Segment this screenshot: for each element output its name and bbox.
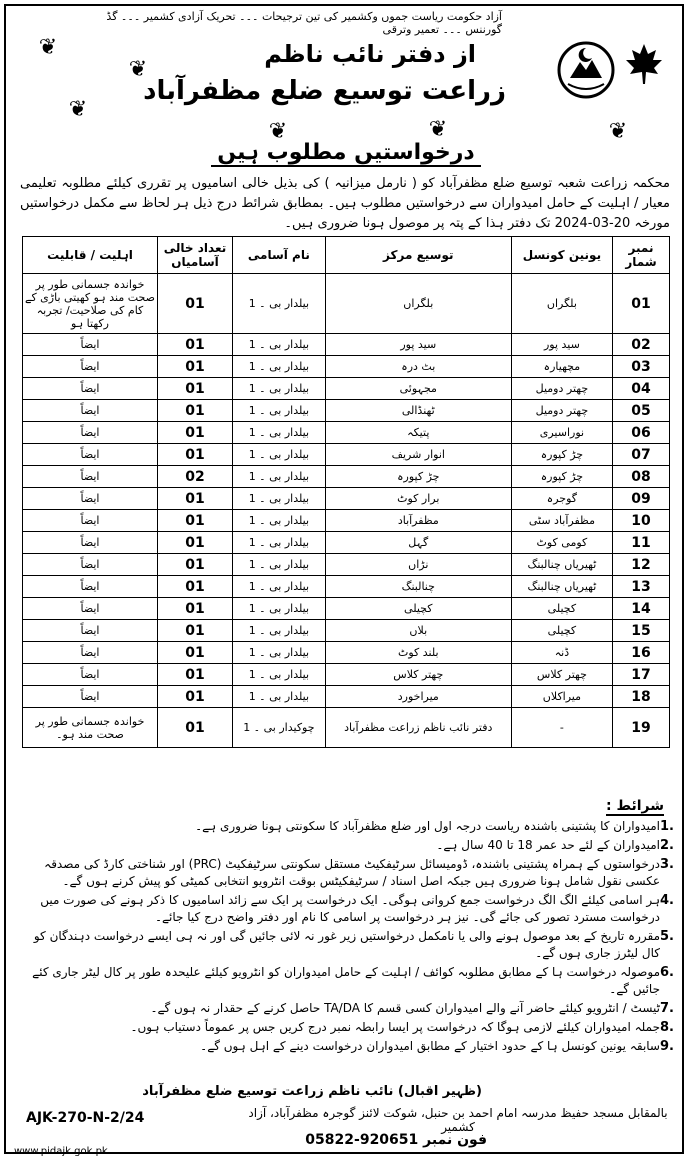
cell-center: کچیلی — [325, 598, 511, 620]
cell-center: برار کوٹ — [325, 488, 511, 510]
table-row — [23, 378, 670, 400]
table-row — [23, 356, 670, 378]
table-row — [23, 642, 670, 664]
condition-number: 9. — [660, 1039, 674, 1054]
condition-item — [20, 837, 682, 854]
condition-item — [20, 1038, 682, 1055]
cell-uc: - — [511, 708, 612, 748]
cell-post: بیلدار بی ۔ 1 — [233, 598, 326, 620]
cell-qualification: ایضاً — [23, 378, 158, 400]
cell-vacancies: 01 — [158, 400, 233, 422]
cell-sr: 18 — [613, 686, 670, 708]
reference-number: AJK-270-N-2/24 — [26, 1110, 145, 1126]
cell-sr: 15 — [613, 620, 670, 642]
cell-sr: 16 — [613, 642, 670, 664]
condition-number: 4. — [660, 893, 674, 908]
condition-item — [20, 964, 682, 998]
header-vacancies: تعداد خالی آسامیاں — [158, 237, 233, 274]
cell-sr: 06 — [613, 422, 670, 444]
cell-uc: ٹھیریاں چنالبنگ — [511, 554, 612, 576]
cell-vacancies: 01 — [158, 444, 233, 466]
maple-leaf-icon: ❦ — [38, 35, 58, 60]
signature: (ظہیر اقبال) نائب ناظم زراعت توسیع ضلع مظفرآباد — [142, 1084, 482, 1099]
condition-text: ٹیسٹ / انٹرویو کیلئے حاضر آنے والے امیدواران کسی قسم کا TA/DA حاصل کرنے کے حقدار نہ ہوں گے۔ — [150, 1001, 660, 1015]
cell-post: بیلدار بی ۔ 1 — [233, 274, 326, 334]
cell-center: نڑاں — [325, 554, 511, 576]
table-row — [23, 576, 670, 598]
cell-uc: کچیلی — [511, 598, 612, 620]
condition-item — [20, 818, 682, 835]
cell-vacancies: 01 — [158, 274, 233, 334]
cell-sr: 14 — [613, 598, 670, 620]
cell-uc: کومی کوٹ — [511, 532, 612, 554]
condition-number: 6. — [660, 965, 674, 980]
cell-center: چنالبنگ — [325, 576, 511, 598]
cell-qualification: ایضاً — [23, 334, 158, 356]
maple-leaf-icon: ❦ — [128, 57, 148, 82]
cell-center: بلند کوٹ — [325, 642, 511, 664]
cell-sr: 04 — [613, 378, 670, 400]
condition-text: مقررہ تاریخ کے بعد موصول ہونے والی یا نامکمل درخواستیں زیر غور نہ لائی جائیں گی اور نہ ہی ایسے درخواست دہندگان کو کال لیٹرز جاری ہوں گے۔ — [33, 929, 660, 960]
cell-sr: 01 — [613, 274, 670, 334]
maple-leaf-icon: ❦ — [268, 119, 288, 144]
cell-uc: سید پور — [511, 334, 612, 356]
condition-item — [20, 892, 682, 926]
header — [6, 28, 686, 148]
cell-vacancies: 01 — [158, 576, 233, 598]
cell-center: دفتر نائب ناظم زراعت مظفرآباد — [325, 708, 511, 748]
ajk-emblem-icon — [556, 38, 616, 108]
cell-post: بیلدار بی ۔ 1 — [233, 664, 326, 686]
cell-vacancies: 01 — [158, 378, 233, 400]
phone-number: فون نمبر 920651-05822 — [305, 1132, 487, 1148]
table-row — [23, 664, 670, 686]
condition-item — [20, 856, 682, 890]
cell-post: چوکیدار بی ۔ 1 — [233, 708, 326, 748]
cell-qualification: ایضاً — [23, 620, 158, 642]
cell-sr: 11 — [613, 532, 670, 554]
cell-sr: 17 — [613, 664, 670, 686]
condition-text: ہر اسامی کیلئے الگ الگ درخواست جمع کروانی ہوگی۔ ایک درخواست پر ایک سے زائد اسامیوں کا ذکر ہونے کی صورت میں درخواست مسترد تصور کی جائے گی۔ نیز ہر درخواست پر اسامی کا نام اور دفتر واضح درج کیا جائے۔ — [40, 893, 660, 924]
cell-post: بیلدار بی ۔ 1 — [233, 510, 326, 532]
cell-qualification: خواندہ جسمانی طور پر صحت مند ہو کھیتی باڑی کے کام کی صلاحیت/ تجربہ رکھتا ہو — [23, 274, 158, 334]
cell-sr: 03 — [613, 356, 670, 378]
table-row — [23, 488, 670, 510]
cell-uc: چھتر دومیل — [511, 400, 612, 422]
condition-text: درخواستوں کے ہمراہ پشتینی باشندہ، ڈومیسائل سرٹیفکیٹ مستقل سکونتی سرٹیفکیٹ (PRC) اور شناختی کارڈ کی مصدقہ عکسی نقول شامل ہونا ضروری ہیں جبکہ اصل اسناد / سرٹیفکیٹس بوقت انٹرویو انتخابی کمیٹی کو پیش کرنے ہوں گے۔ — [44, 857, 660, 888]
cell-post: بیلدار بی ۔ 1 — [233, 444, 326, 466]
cell-sr: 10 — [613, 510, 670, 532]
cell-center: انوار شریف — [325, 444, 511, 466]
cell-center: سید پور — [325, 334, 511, 356]
table-row — [23, 708, 670, 748]
office-title: از دفتر نائب ناظم — [264, 40, 476, 68]
cell-uc: ٹھیریاں چنالبنگ — [511, 576, 612, 598]
cell-sr: 02 — [613, 334, 670, 356]
cell-vacancies: 01 — [158, 664, 233, 686]
cell-post: بیلدار بی ۔ 1 — [233, 620, 326, 642]
cell-center: بلاں — [325, 620, 511, 642]
cell-sr: 05 — [613, 400, 670, 422]
cell-vacancies: 01 — [158, 356, 233, 378]
table-row — [23, 334, 670, 356]
cell-vacancies: 01 — [158, 708, 233, 748]
cell-post: بیلدار بی ۔ 1 — [233, 422, 326, 444]
cell-qualification: ایضاً — [23, 466, 158, 488]
condition-text: امیدواران کے لئے حد عمر 18 تا 40 سال ہے۔ — [436, 838, 660, 852]
cell-sr: 13 — [613, 576, 670, 598]
cell-uc: میراکلاں — [511, 686, 612, 708]
cell-uc: مچھیارہ — [511, 356, 612, 378]
cell-uc: چڑ کپورہ — [511, 466, 612, 488]
maple-leaf-logo-icon — [624, 42, 664, 86]
announcement-heading: درخواستیں مطلوب ہیں — [6, 140, 686, 167]
cell-qualification: ایضاً — [23, 532, 158, 554]
condition-number: 3. — [660, 857, 674, 872]
cell-post: بیلدار بی ۔ 1 — [233, 532, 326, 554]
maple-leaf-icon: ❦ — [608, 119, 628, 144]
cell-uc: چڑ کپورہ — [511, 444, 612, 466]
cell-qualification: ایضاً — [23, 554, 158, 576]
cell-post: بیلدار بی ۔ 1 — [233, 488, 326, 510]
cell-uc: کچیلی — [511, 620, 612, 642]
condition-item — [20, 1000, 682, 1017]
cell-vacancies: 01 — [158, 334, 233, 356]
cell-qualification: ایضاً — [23, 664, 158, 686]
cell-post: بیلدار بی ۔ 1 — [233, 356, 326, 378]
office-address: بالمقابل مسجد حفیظ مدرسہ امام احمد بن حنبل، شوکت لائنز گوجرہ مظفرآباد، آزاد کشمیر — [248, 1106, 668, 1134]
cell-sr: 19 — [613, 708, 670, 748]
cell-sr: 07 — [613, 444, 670, 466]
cell-post: بیلدار بی ۔ 1 — [233, 334, 326, 356]
cell-uc: بلگراں — [511, 274, 612, 334]
cell-qualification: ایضاً — [23, 510, 158, 532]
cell-post: بیلدار بی ۔ 1 — [233, 642, 326, 664]
cell-center: گہل — [325, 532, 511, 554]
cell-center: بلگراں — [325, 274, 511, 334]
cell-qualification: ایضاً — [23, 356, 158, 378]
cell-sr: 08 — [613, 466, 670, 488]
cell-vacancies: 01 — [158, 422, 233, 444]
condition-item — [20, 928, 682, 962]
cell-vacancies: 01 — [158, 554, 233, 576]
table-row — [23, 400, 670, 422]
conditions-list — [20, 818, 682, 1057]
header-post: نام آسامی — [233, 237, 326, 274]
table-row — [23, 598, 670, 620]
cell-center: ٹھنڈالی — [325, 400, 511, 422]
cell-vacancies: 01 — [158, 642, 233, 664]
cell-vacancies: 01 — [158, 510, 233, 532]
cell-post: بیلدار بی ۔ 1 — [233, 554, 326, 576]
condition-item — [20, 1019, 682, 1036]
department-title: زراعت توسیع ضلع مظفرآباد — [143, 76, 506, 106]
intro-paragraph: محکمہ زراعت شعبہ توسیع ضلع مظفرآباد کو ( نارمل میزانیہ ) کی بذیل خالی اسامیوں پر تقرری کیلئے مطلوبہ تعلیمی معیار / اہلیت کے حامل امیدواران سے درخواستیں مطلوب ہیں۔ بمطابق شرائط درج ذیل ہر لحاظ سے مکمل درخواستیں مورخہ 20-03-2024 تک دفتر ہذا کے پتہ پر موصول ہونا ضروری ہیں۔ — [20, 176, 670, 231]
condition-number: 1. — [660, 819, 674, 834]
cell-sr: 12 — [613, 554, 670, 576]
header-center: توسیع مرکز — [325, 237, 511, 274]
condition-number: 7. — [660, 1001, 674, 1016]
table-row — [23, 466, 670, 488]
cell-vacancies: 01 — [158, 598, 233, 620]
cell-center: چڑ کپورہ — [325, 466, 511, 488]
cell-qualification: ایضاً — [23, 422, 158, 444]
cell-qualification: ایضاً — [23, 444, 158, 466]
condition-number: 8. — [660, 1020, 674, 1035]
table-row — [23, 274, 670, 334]
cell-vacancies: 02 — [158, 466, 233, 488]
cell-post: بیلدار بی ۔ 1 — [233, 686, 326, 708]
cell-qualification: ایضاً — [23, 642, 158, 664]
maple-leaf-icon: ❦ — [428, 117, 448, 142]
cell-uc: نوراسیری — [511, 422, 612, 444]
cell-sr: 09 — [613, 488, 670, 510]
table-row — [23, 444, 670, 466]
cell-qualification: ایضاً — [23, 598, 158, 620]
cell-post: بیلدار بی ۔ 1 — [233, 400, 326, 422]
cell-qualification: ایضاً — [23, 576, 158, 598]
conditions-title: شرائط : — [606, 798, 664, 814]
condition-text: امیدواران کا پشتینی باشندہ ریاست درجہ اول اور ضلع مظفرآباد کا سکونتی ہونا ضروری ہے۔ — [195, 819, 660, 833]
table-row — [23, 686, 670, 708]
cell-vacancies: 01 — [158, 532, 233, 554]
cell-uc: گوجرہ — [511, 488, 612, 510]
cell-uc: چھتر دومیل — [511, 378, 612, 400]
cell-qualification: ایضاً — [23, 400, 158, 422]
table-body — [23, 274, 670, 748]
cell-center: بٹ درہ — [325, 356, 511, 378]
condition-number: 5. — [660, 929, 674, 944]
cell-qualification: ایضاً — [23, 488, 158, 510]
condition-text: موصولہ درخواست ہا کے مطابق مطلوبہ کوائف / اہلیت کے حامل امیدواران کو انٹرویو کیلئے علیحدہ طور پر کال لیٹر جاری کئے جائیں گے۔ — [32, 965, 660, 996]
table-row — [23, 620, 670, 642]
cell-uc: ڈنہ — [511, 642, 612, 664]
condition-text: سابقہ یونین کونسل ہا کے حدود اختیار کے مطابق امیدواران درخواست دینے کے اہل ہوں گے۔ — [200, 1039, 660, 1053]
cell-post: بیلدار بی ۔ 1 — [233, 378, 326, 400]
cell-center: مظفرآباد — [325, 510, 511, 532]
cell-post: بیلدار بی ۔ 1 — [233, 576, 326, 598]
table-header-row — [23, 237, 670, 274]
table-row — [23, 554, 670, 576]
header-sr: نمبر شمار — [613, 237, 670, 274]
cell-center: چھتر کلاس — [325, 664, 511, 686]
condition-text: جملہ امیدواران کیلئے لازمی ہوگا کہ درخواست پر ایسا رابطہ نمبر درج کریں جس پر عموماً دستیاب ہوں۔ — [130, 1020, 660, 1034]
cell-qualification: ایضاً — [23, 686, 158, 708]
cell-vacancies: 01 — [158, 488, 233, 510]
cell-center: مجہوئی — [325, 378, 511, 400]
table-row — [23, 532, 670, 554]
cell-uc: مظفرآباد سٹی — [511, 510, 612, 532]
cell-vacancies: 01 — [158, 686, 233, 708]
table-row — [23, 422, 670, 444]
table-row — [23, 510, 670, 532]
header-uc: یونین کونسل — [511, 237, 612, 274]
priorities-line: آزاد حکومت ریاست جموں وکشمیر کی تین ترجیحات ۔۔۔ تحریک آزادی کشمیر ۔۔۔ گڈ گورننس ۔۔۔ تعمیر وترقی — [106, 10, 502, 36]
cell-center: پتیکہ — [325, 422, 511, 444]
maple-leaf-icon: ❦ — [68, 97, 88, 122]
cell-center: میراخورد — [325, 686, 511, 708]
vacancies-table — [22, 236, 670, 748]
condition-number: 2. — [660, 838, 674, 853]
cell-uc: چھتر کلاس — [511, 664, 612, 686]
cell-post: بیلدار بی ۔ 1 — [233, 466, 326, 488]
cell-qualification: خواندہ جسمانی طور پر صحت مند ہو۔ — [23, 708, 158, 748]
cell-vacancies: 01 — [158, 620, 233, 642]
website: www.pidajk.gok.pk — [14, 1146, 108, 1157]
header-qualification: اہلیت / قابلیت — [23, 237, 158, 274]
advertisement-page — [4, 4, 684, 1157]
